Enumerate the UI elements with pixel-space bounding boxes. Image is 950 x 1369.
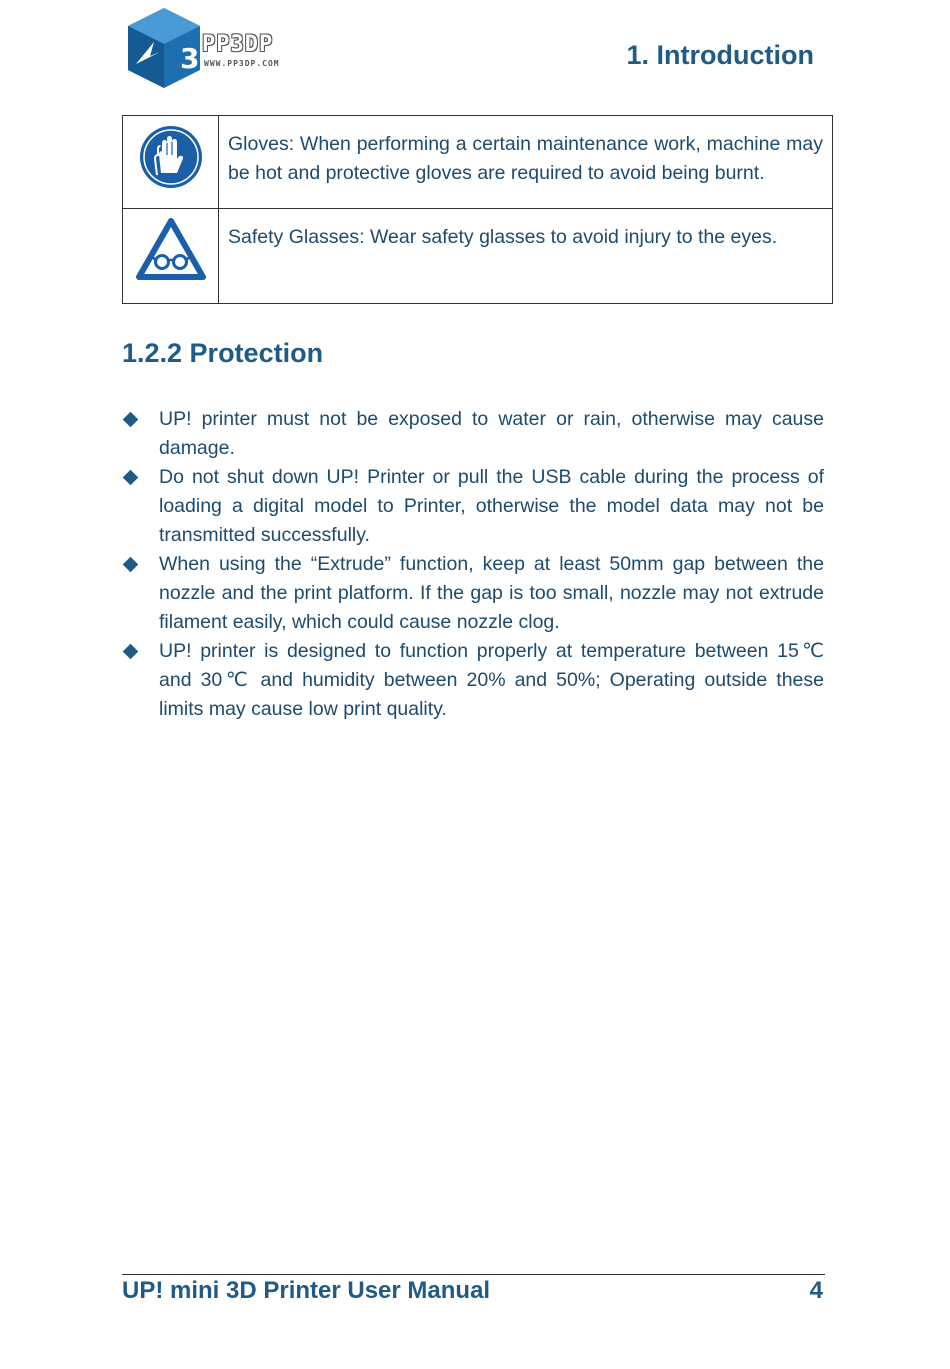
diamond-bullet-icon (123, 412, 139, 428)
chapter-title: 1. Introduction (626, 40, 814, 70)
diamond-bullet-icon (123, 644, 139, 660)
pp3dp-logo (124, 6, 324, 90)
list-item-text: When using the “Extrude” function, keep at least 50mm gap between the nozzle and the print platform. If the gap is too small, nozzle may not extrude filament easily, which could cause nozzle clog. (159, 553, 824, 633)
footer-divider (122, 1274, 825, 1275)
list-item-text: Do not shut down UP! Printer or pull the USB cable during the process of loading a digital model to Printer, otherwise the model data may not be transmitted successfully. (159, 466, 824, 546)
section-heading: 1.2.2 Protection (122, 338, 324, 368)
icon-cell (123, 116, 219, 209)
safety-glasses-description: Safety Glasses: Wear safety glasses to avoid injury to the eyes. (219, 209, 833, 304)
icon-cell (123, 209, 219, 304)
list-item-text: UP! printer is designed to function properly at temperature between 15℃ and 30℃ and humidity between 20% and 50%; Operating outside these limits may cause low print quality. (159, 640, 824, 720)
safety-glasses-icon (136, 218, 206, 280)
list-item (122, 463, 824, 550)
page-number: 4 (809, 1277, 823, 1304)
footer-title: UP! mini 3D Printer User Manual (122, 1277, 491, 1304)
logo-name: PP3DP (202, 32, 274, 57)
gloves-icon (137, 125, 205, 189)
list-item (122, 550, 824, 637)
list-item-text: UP! printer must not be exposed to water or rain, otherwise may cause damage. (159, 408, 824, 459)
diamond-bullet-icon (123, 557, 139, 573)
protection-list (122, 405, 824, 724)
list-item (122, 405, 824, 463)
logo-url: WWW.PP3DP.COM (204, 59, 280, 68)
logo-number: 3 (180, 42, 200, 75)
list-item (122, 637, 824, 724)
diamond-bullet-icon (123, 470, 139, 486)
logo-cube-icon (124, 6, 204, 90)
table-row (123, 209, 833, 304)
table-row (123, 116, 833, 209)
gloves-description: Gloves: When performing a certain maintenance work, machine may be hot and protective gloves are required to avoid being burnt. (219, 116, 833, 209)
safety-table (122, 115, 833, 304)
